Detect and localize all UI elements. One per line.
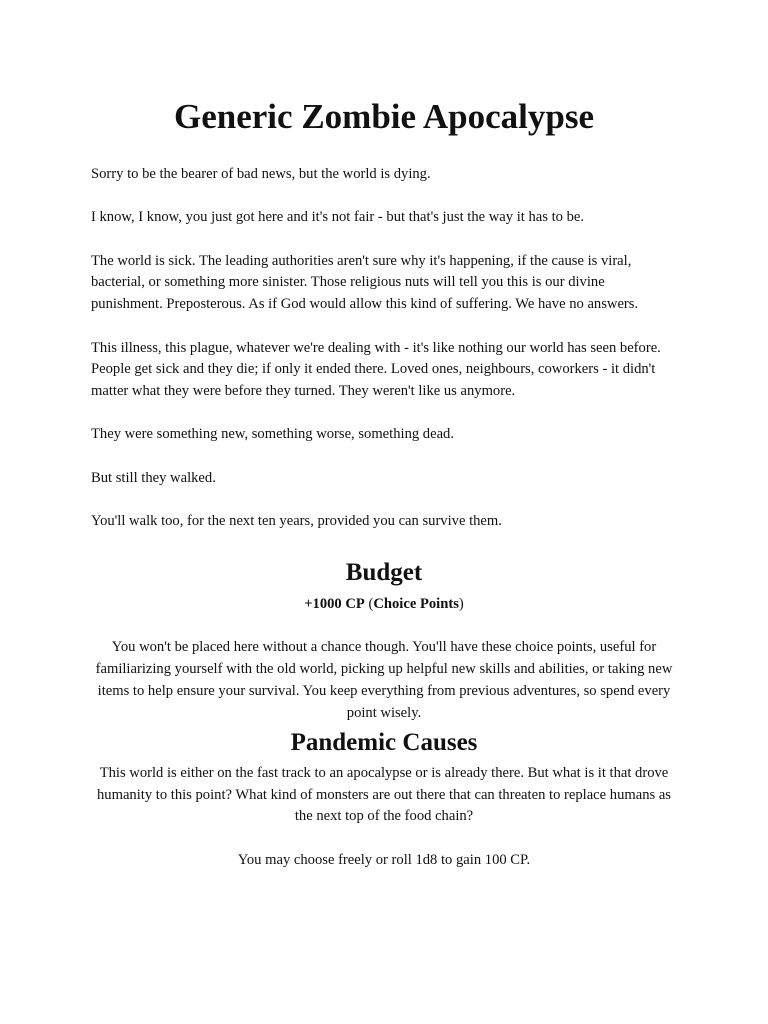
budget-points-amount: +1000 CP — [304, 596, 365, 612]
budget-points-label: Choice Points — [373, 596, 459, 612]
budget-points-line — [91, 594, 677, 616]
intro-paragraph: They were something new, something worse, something dead. — [91, 426, 455, 443]
budget-section — [91, 594, 677, 746]
intro-section — [91, 164, 677, 555]
intro-paragraph: I know, I know, you just got here and it's not fair - but that's just the way it has to be. — [91, 209, 584, 226]
intro-paragraph: But still they walked. — [91, 469, 216, 486]
budget-open-paren: ( — [364, 596, 374, 612]
budget-heading: Budget — [345, 559, 423, 586]
intro-paragraph: The world is sick. The leading authorities aren't sure why it's happening, if the cause is viral, bacterial, or something more sinister. Those religious nuts will tell you this is our divine punishment. Preposterous. As if God would allow this kind of suffering. We have no answers. — [91, 252, 639, 313]
intro-paragraph: You'll walk too, for the next ten years, provided you can survive them. — [91, 513, 502, 530]
budget-description: You won't be placed here without a chance though. You'll have these choice points, useful for familiarizing yourself with the old world, picking up helpful new skills and abilities, or taking new items to help ensure your survival. You keep everything from previous adventures, so spend every point wisely. — [95, 639, 673, 721]
pandemic-causes-heading: Pandemic Causes — [290, 729, 478, 756]
pandemic-causes-section — [91, 763, 677, 893]
intro-paragraph: This illness, this plague, whatever we're dealing with - it's like nothing our world has seen before. People get sick and they die; if only it ended there. Loved ones, neighbours, coworkers - it didn't matter what they were before they turned. They weren't like us anymore. — [91, 339, 661, 399]
document-title: Generic Zombie Apocalypse — [174, 97, 594, 136]
intro-paragraph: Sorry to be the bearer of bad news, but the world is dying. — [91, 166, 431, 182]
budget-close-paren: ) — [458, 596, 464, 612]
pandemic-causes-instruction: You may choose freely or roll 1d8 to gain 100 CP. — [237, 851, 531, 868]
pandemic-causes-description: This world is either on the fast track to an apocalypse or is already there. But what is it that drove humanity to this point? What kind of monsters are out there that can threaten to replace humans as the next top of the food chain? — [97, 765, 671, 825]
